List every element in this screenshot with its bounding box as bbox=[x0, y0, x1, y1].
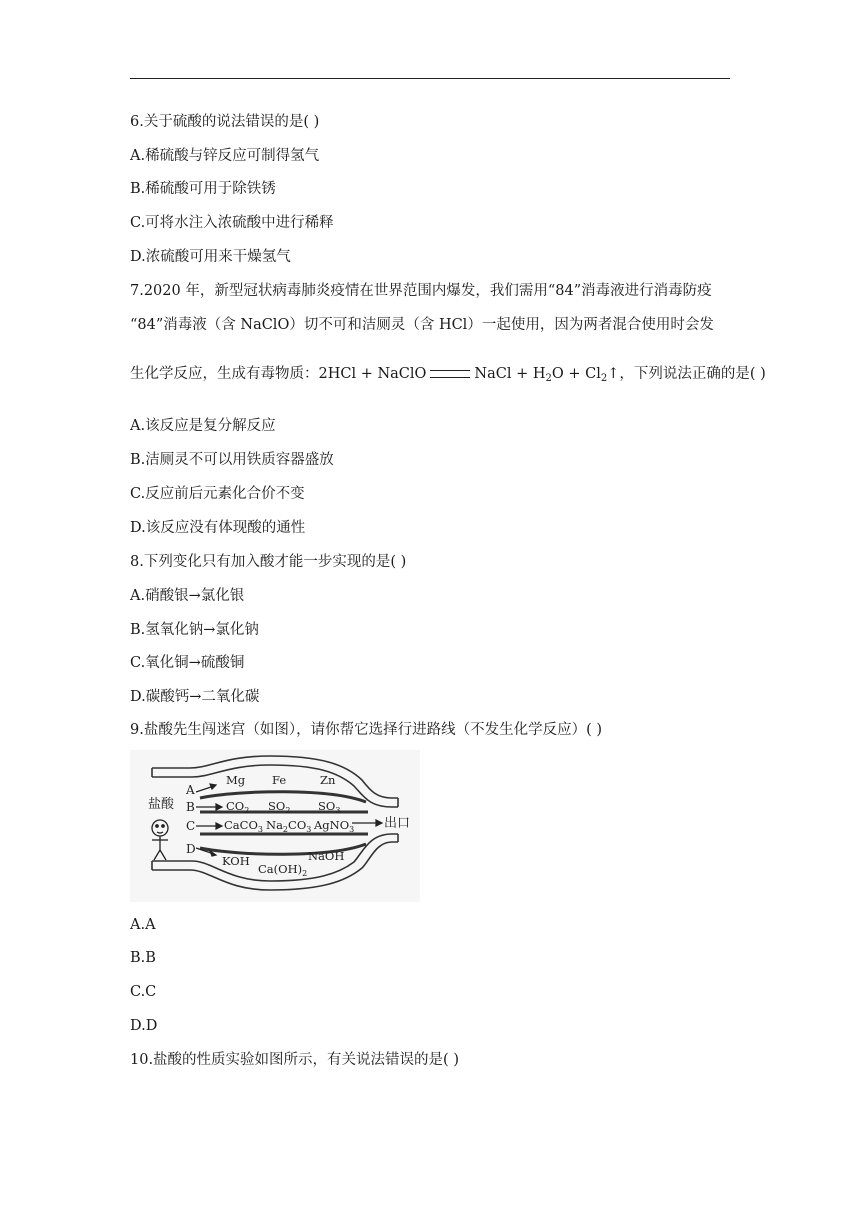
route-c-label: C bbox=[186, 819, 196, 833]
route-a-label: A bbox=[186, 783, 195, 797]
row-d-item-1: KOH bbox=[222, 854, 250, 868]
row-b-item-3: $SO_3$ bbox=[318, 799, 341, 815]
q7-line-1: 7.2020 年，新型冠状病毒肺炎疫情在世界范围内爆发，我们需用“84”消毒液进行消毒防疫 bbox=[130, 283, 712, 299]
q9-option-d: D.D bbox=[130, 1018, 158, 1034]
q8-option-b: B.氢氧化钠→氯化钠 bbox=[130, 622, 259, 638]
q6-option-c: C.可将水注入浓硫酸中进行稀释 bbox=[130, 215, 334, 231]
start-label: 盐酸 bbox=[148, 797, 175, 812]
subscript: 2 bbox=[600, 373, 608, 384]
q9-stem: 9.盐酸先生闯迷宫（如图），请你帮它选择行进路线（不发生化学反应）( ) bbox=[130, 722, 603, 738]
row-d-item-3: NaOH bbox=[308, 849, 345, 863]
q6-option-a: A.稀硫酸与锌反应可制得氢气 bbox=[130, 148, 320, 164]
route-b-label: B bbox=[186, 800, 195, 814]
q6-option-d: D.浓硫酸可用来干燥氢气 bbox=[130, 249, 291, 265]
q9-option-a: A.A bbox=[130, 917, 156, 933]
q10-stem: 10.盐酸的性质实验如图所示，有关说法错误的是( ) bbox=[130, 1052, 459, 1068]
reaction-equation bbox=[319, 366, 620, 382]
q7-option-d: D.该反应没有体现酸的通性 bbox=[130, 520, 306, 536]
equation-products-2: O + Cl bbox=[551, 366, 601, 382]
q7-line-3-pre: 生化学反应，生成有毒物质： bbox=[130, 366, 319, 382]
q8-option-a: A.硝酸银→氯化银 bbox=[130, 588, 245, 604]
q8-option-c: C.氧化铜→硫酸铜 bbox=[130, 655, 245, 671]
q6-stem: 6.关于硫酸的说法错误的是( ) bbox=[130, 114, 320, 130]
row-b-item-2: $SO_2$ bbox=[268, 799, 291, 815]
q9-option-b: B.B bbox=[130, 950, 156, 966]
row-c-item-3: AgNO$_3$ bbox=[314, 818, 355, 834]
exit-label: 出口 bbox=[384, 816, 411, 831]
equation-products-1: NaCl + H bbox=[474, 366, 546, 382]
q9-option-c: C.C bbox=[130, 984, 157, 1000]
q7-option-c: C.反应前后元素化合价不变 bbox=[130, 486, 305, 502]
row-c-item-2: $Na_2CO_3$ bbox=[266, 818, 312, 834]
row-d-item-2: $Ca(OH)_2$ bbox=[258, 862, 308, 878]
route-d-label: D bbox=[186, 842, 196, 856]
row-c-item-1: CaCO$_3$ bbox=[224, 818, 263, 834]
q7-line-3 bbox=[130, 364, 766, 389]
q8-option-d: D.碳酸钙→二氧化碳 bbox=[130, 689, 260, 705]
header-rule bbox=[130, 78, 730, 79]
gas-arrow-icon: ↑ bbox=[607, 366, 620, 382]
equation-reactants: 2HCl + NaClO bbox=[318, 366, 427, 382]
q7-option-a: A.该反应是复分解反应 bbox=[130, 418, 276, 434]
q6-option-b: B.稀硫酸可用于除铁锈 bbox=[130, 181, 276, 197]
q7-line-3-post: ，下列说法正确的是( ) bbox=[619, 366, 766, 382]
q8-stem: 8.下列变化只有加入酸才能一步实现的是( ) bbox=[130, 554, 407, 570]
row-a-item-2: Fe bbox=[272, 773, 287, 787]
equals-sign bbox=[430, 370, 470, 378]
subscript: 2 bbox=[545, 373, 552, 384]
maze-figure bbox=[130, 750, 420, 902]
row-b-item-1: $CO_2$ bbox=[226, 799, 250, 815]
q7-line-2: “84”消毒液（含 NaClO）切不可和洁厕灵（含 HCl）一起使用，因为两者混合使用时会发 bbox=[130, 317, 714, 333]
q7-option-b: B.洁厕灵不可以用铁质容器盛放 bbox=[130, 452, 334, 468]
row-a-item-1: Mg bbox=[226, 773, 246, 787]
row-a-item-3: Zn bbox=[320, 773, 336, 787]
